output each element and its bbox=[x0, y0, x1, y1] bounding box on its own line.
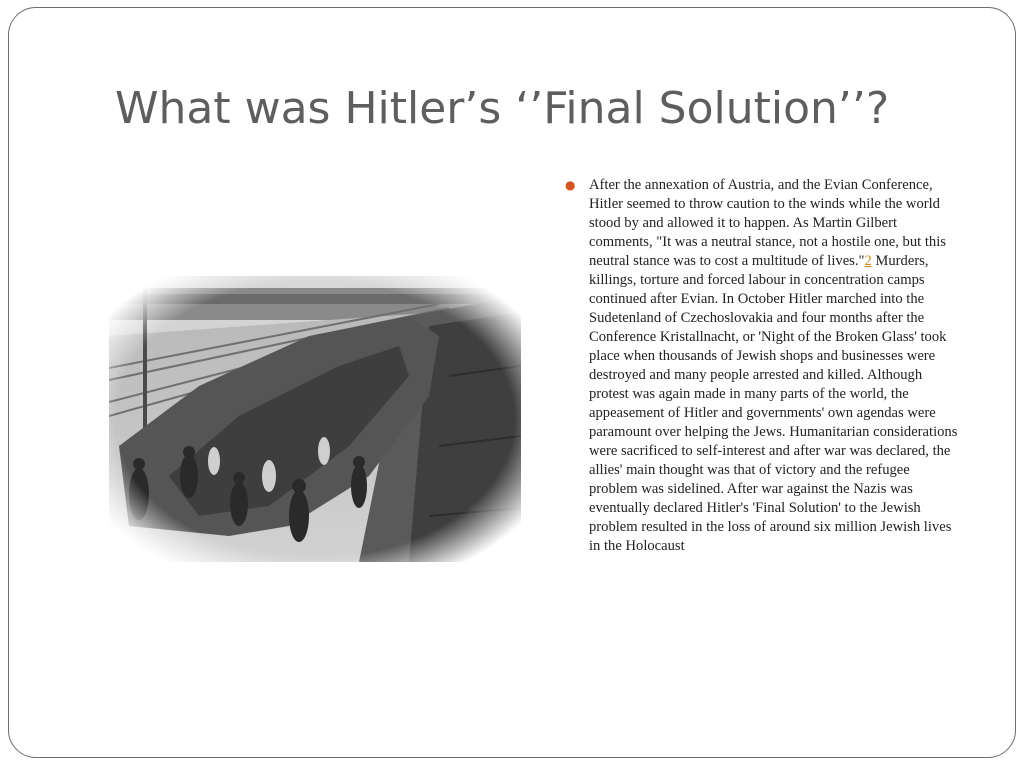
slide-title: What was Hitler’s ‘’Final Solution’’? bbox=[115, 83, 890, 134]
photo-image bbox=[109, 276, 521, 562]
bullet-item bbox=[565, 176, 961, 556]
bullet-icon: ● bbox=[565, 178, 576, 192]
bullet-text-part1: After the annexation of Austria, and the Evian Conference, Hitler seemed to throw caution to the winds while the world stood by and allowed it to happen. As Martin Gilbert comments, "It was a neutral stance, not a hostile one, but this neutral stance was to cost a multitude of lives." bbox=[589, 177, 946, 269]
historical-photo bbox=[109, 276, 521, 562]
bullet-text-part2: Murders, killings, torture and forced labour in concentration camps continued after Evian. In October Hitler marched into the Sudetenland of Czechoslovakia and four months after the Conference Kristallnacht, or 'Night of the Broken Glass' took place when thousands of Jewish shops and businesses were destroyed and many people arrested and killed. Although protest was again made in many parts of the world, the appeasement of Hitler and governments' own agendas were paramount over helping the Jews. Humanitarian considerations were sacrificed to self-interest and after war was declared, the allies' main thought was that of victory and the refugee problem was sidelined. After war against the Nazis was eventually declared Hitler's 'Final Solution' to the Jewish problem resulted in the loss of around six million Jewish lives in the Holocaust bbox=[589, 253, 958, 554]
body-text bbox=[565, 176, 961, 556]
slide bbox=[8, 7, 1016, 758]
footnote-link[interactable]: 2 bbox=[864, 253, 872, 269]
